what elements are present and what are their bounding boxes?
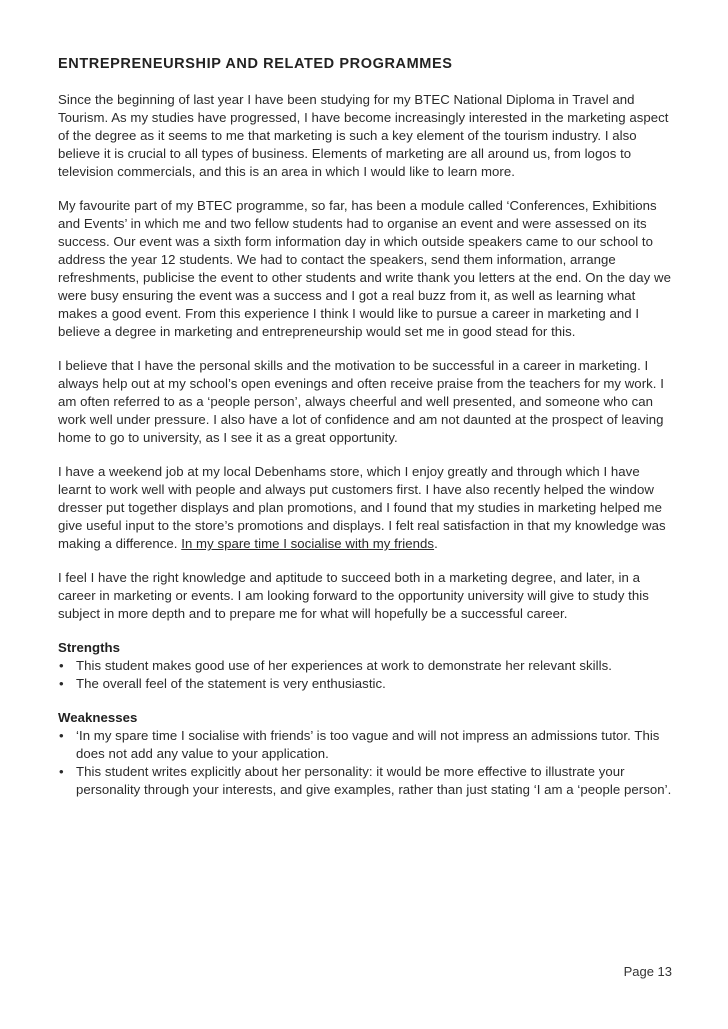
weaknesses-list (58, 727, 674, 799)
strength-text: The overall feel of the statement is very enthusiastic. (76, 676, 386, 691)
paragraph-4-end: . (434, 536, 438, 551)
paragraph-3: I believe that I have the personal skills and the motivation to be successful in a career in marketing. I always help out at my school’s open evenings and often receive praise from the teachers for my work. I am often referred to as a ‘people person’, always cheerful and well presented, and someone who can work well under pressure. I also have a lot of confidence and am not daunted at the prospect of leaving home to go to university, as I see it as a great opportunity. (58, 358, 664, 445)
page-title: ENTREPRENEURSHIP AND RELATED PROGRAMMES (58, 56, 453, 72)
strength-text: This student makes good use of her experiences at work to demonstrate her relevant skills. (76, 658, 612, 673)
strength-item (58, 657, 674, 675)
weakness-item (58, 727, 674, 763)
bullet-icon: • (59, 728, 64, 743)
paragraph-4-text: I have a weekend job at my local Debenhams store, which I enjoy greatly and through which I have learnt to work well with people and always put customers first. I have also recently helped the window dresser put together displays and plan promotions, and I found that my studies in marketing helped me give useful input to the store’s promotions and displays. I felt real satisfaction in that my knowledge was making a difference. (58, 464, 666, 551)
strength-item (58, 675, 674, 693)
bullet-icon: • (59, 676, 64, 691)
weaknesses-heading: Weaknesses (58, 710, 138, 725)
strengths-list (58, 657, 674, 693)
underlined-phrase: In my spare time I socialise with my friends (181, 536, 435, 551)
page-content (58, 54, 674, 815)
strengths-heading: Strengths (58, 640, 120, 655)
page-number: Page 13 (623, 964, 672, 979)
paragraph-5: I feel I have the right knowledge and aptitude to succeed both in a marketing degree, and later, in a career in marketing or events. I am looking forward to the opportunity university will give to study this subject in more depth and to prepare me for what will hopefully be a successful career. (58, 570, 649, 621)
bullet-icon: • (59, 764, 64, 779)
weakness-text: ‘In my spare time I socialise with friends’ is too vague and will not impress an admissions tutor. This does not add any value to your application. (76, 728, 660, 761)
paragraph-4 (58, 463, 674, 553)
weakness-item (58, 763, 674, 799)
paragraph-2: My favourite part of my BTEC programme, so far, has been a module called ‘Conferences, Exhibitions and Events’ in which me and two fellow students had to organise an event and were assessed on its success. Our event was a sixth form information day in which outside speakers came to our school to address the year 12 students. We had to contact the speakers, send them information, arrange refreshments, publicise the event to other students and write thank you letters at the end. On the day we were busy ensuring the event was a success and I got a real buzz from it, as well as learning what makes a good event. From this experience I think I would like to pursue a career in marketing and I believe a degree in marketing and entrepreneurship would set me in good stead for this. (58, 198, 671, 339)
bullet-icon: • (59, 658, 64, 673)
weakness-text: This student writes explicitly about her personality: it would be more effective to illustrate your personality through your interests, and give examples, rather than just stating ‘I am a ‘people person’. (76, 764, 672, 797)
paragraph-1: Since the beginning of last year I have been studying for my BTEC National Diploma in Travel and Tourism. As my studies have progressed, I have become increasingly interested in the marketing aspect of the degree as it seems to me that marketing is such a key element of the tourism industry. I also believe it is crucial to all types of business. Elements of marketing are all around us, from logos to television commercials, and this is an area in which I would like to learn more. (58, 92, 669, 179)
